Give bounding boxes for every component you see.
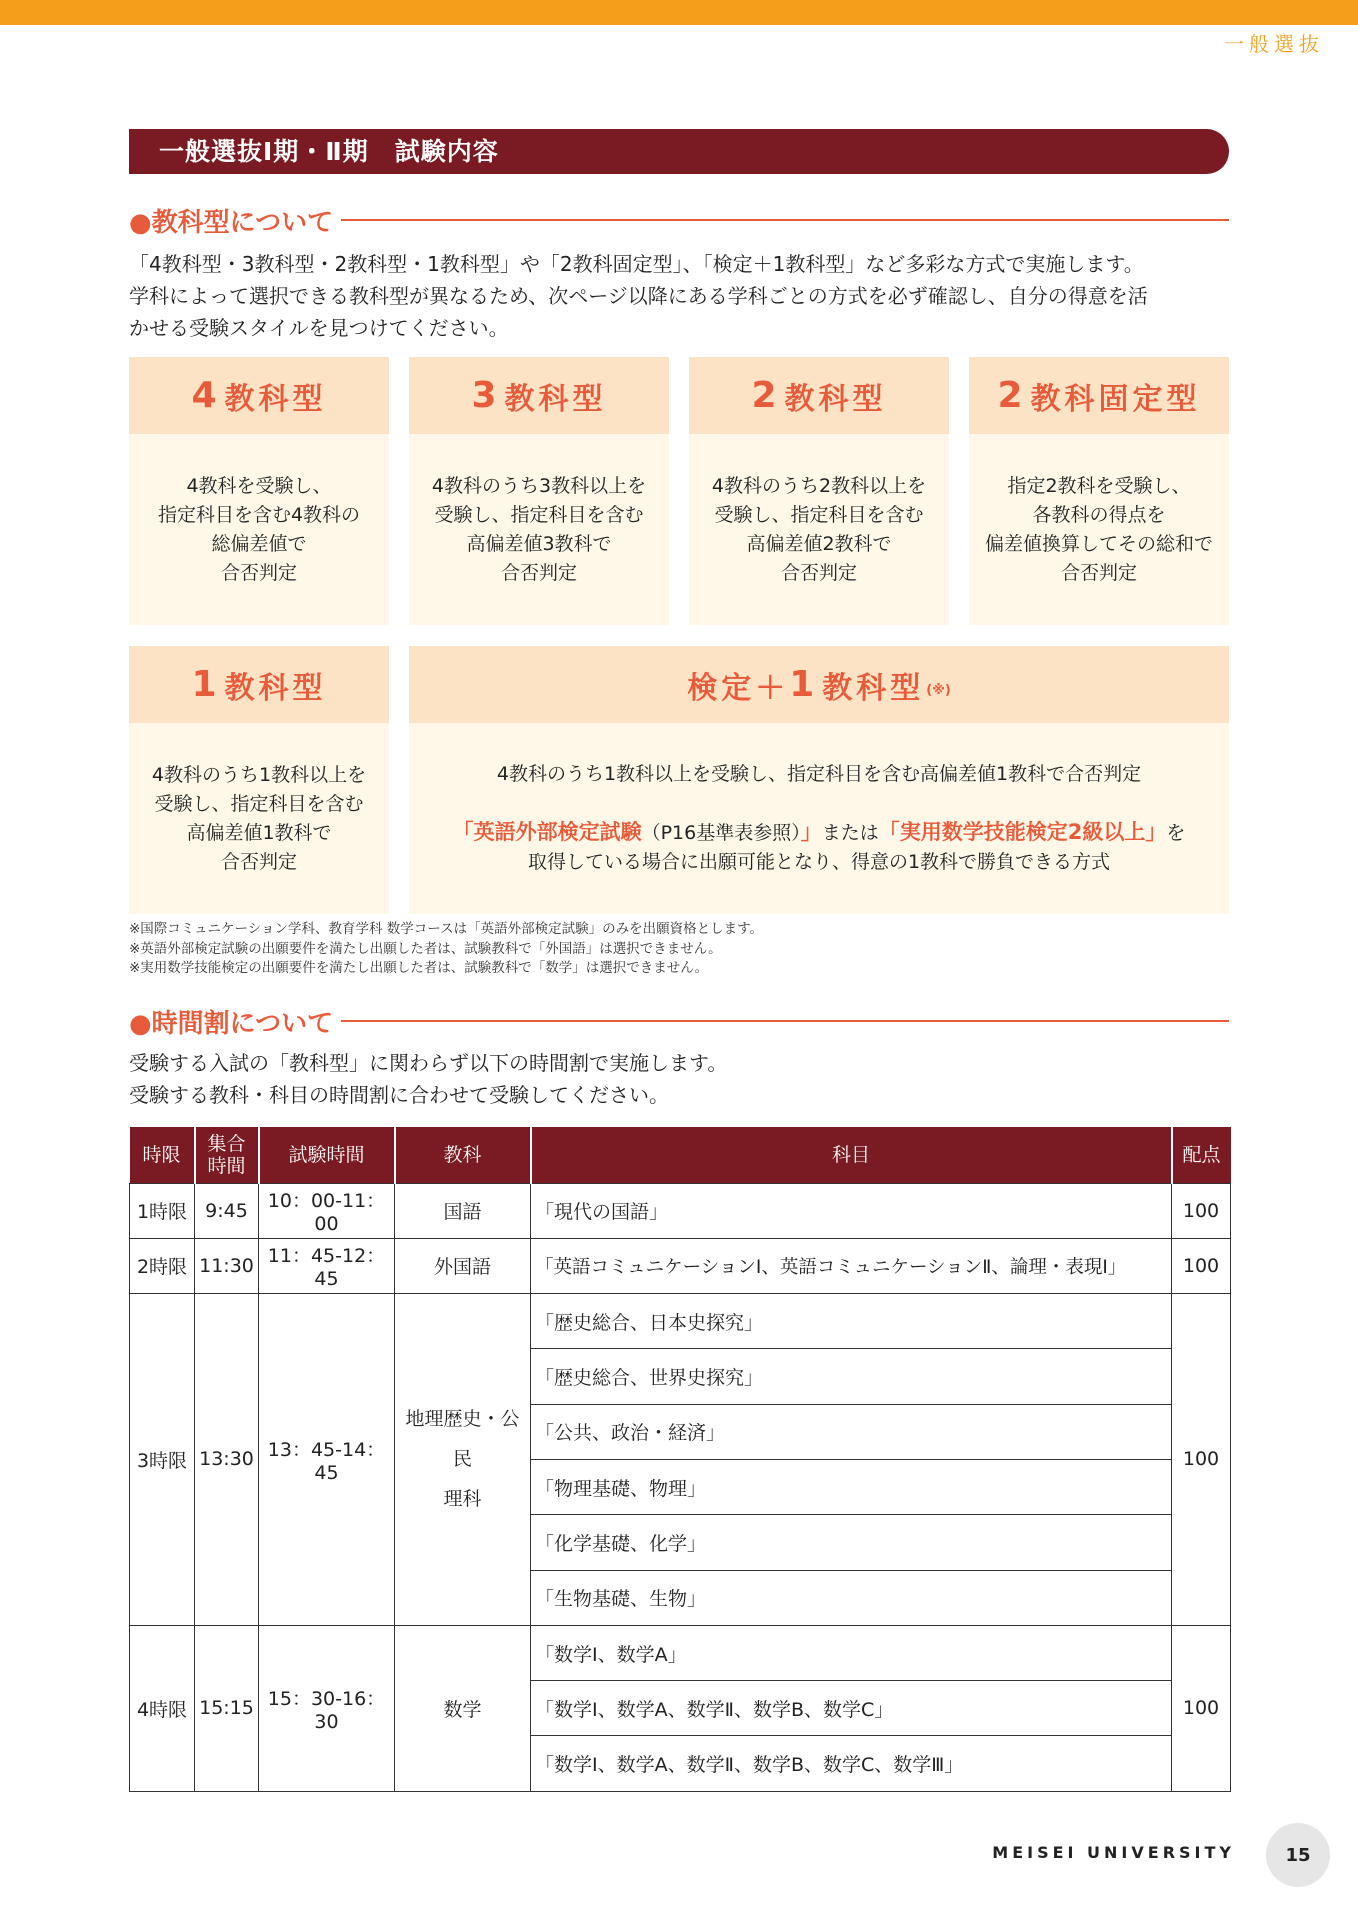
cell-subject: 「化学基礎、化学」 bbox=[531, 1515, 1172, 1570]
cell-area: 数学 bbox=[395, 1625, 531, 1791]
cell-area: 外国語 bbox=[395, 1238, 531, 1293]
card-prefix: 検定＋ bbox=[687, 670, 790, 706]
subject-type-heading bbox=[129, 202, 1229, 238]
footnotes bbox=[129, 920, 763, 979]
cell-period: 2時限 bbox=[130, 1238, 195, 1293]
desc-line: 4教科のうち1教科以上を受験し、指定科目を含む高偏差値1教科で合否判定 bbox=[496, 763, 1142, 785]
card-description: 指定2教科を受験し、 各教科の得点を 偏差値換算してその総和で 合否判定 bbox=[984, 474, 1213, 584]
page-title: 一般選抜Ⅰ期・Ⅱ期 試験内容 bbox=[129, 129, 1229, 174]
cell-subject: 「公共、政治・経済」 bbox=[531, 1404, 1172, 1459]
card-description: 4教科を受験し、 指定科目を含む4教科の 総偏差値で 合否判定 bbox=[157, 474, 361, 584]
heading-rule bbox=[341, 219, 1229, 221]
table-header-row bbox=[130, 1127, 1231, 1183]
header-assembly bbox=[195, 1127, 259, 1183]
card-certification-plus-1-subject bbox=[409, 646, 1229, 914]
card-1-subject bbox=[129, 646, 389, 914]
timetable-table bbox=[129, 1127, 1231, 1792]
card-note-mark: (※) bbox=[926, 683, 951, 698]
card-description bbox=[409, 723, 1229, 914]
cell-assembly: 15:15 bbox=[195, 1625, 259, 1791]
header-time: 試験時間 bbox=[259, 1127, 395, 1183]
cell-subject: 「数学Ⅰ、数学A」 bbox=[531, 1625, 1172, 1680]
card-label: 教科型 bbox=[784, 381, 887, 417]
card-3-subjects bbox=[409, 357, 669, 625]
header-subject-area: 教科 bbox=[395, 1127, 531, 1183]
highlight-math-test: 「実用数学技能検定2級以上」 bbox=[878, 820, 1167, 844]
table-row bbox=[130, 1238, 1231, 1293]
card-2-fixed-subjects bbox=[969, 357, 1229, 625]
cell-points: 100 bbox=[1172, 1183, 1231, 1238]
cell-subject: 「英語コミュニケーションⅠ、英語コミュニケーションⅡ、論理・表現Ⅰ」 bbox=[531, 1238, 1172, 1293]
header-points: 配点 bbox=[1172, 1127, 1231, 1183]
card-description: 4教科のうち1教科以上を 受験し、指定科目を含む 高偏差値1教科で 合否判定 bbox=[151, 763, 367, 873]
page-number: 15 bbox=[1266, 1823, 1330, 1887]
card-number: 2 bbox=[997, 375, 1027, 416]
cell-subject: 「現代の国語」 bbox=[531, 1183, 1172, 1238]
card-number: 2 bbox=[751, 375, 781, 416]
section-label: 一般選抜 bbox=[1224, 32, 1324, 56]
cell-time: 10：00-11：00 bbox=[259, 1183, 395, 1238]
card-label: 教科固定型 bbox=[1030, 381, 1201, 417]
cell-time: 15：30-16：30 bbox=[259, 1625, 395, 1791]
cell-subject: 「歴史総合、世界史探究」 bbox=[531, 1349, 1172, 1404]
card-label: 教科型 bbox=[224, 381, 327, 417]
footnote: ※実用数学技能検定の出願要件を満たし出願した者は、試験教科で「数学」は選択できません。 bbox=[129, 960, 709, 976]
header-subject: 科目 bbox=[531, 1127, 1172, 1183]
heading-rule bbox=[341, 1020, 1229, 1022]
subject-type-heading-text: ●教科型について bbox=[129, 207, 334, 238]
cell-points: 100 bbox=[1172, 1294, 1231, 1626]
table-row bbox=[130, 1625, 1231, 1680]
card-number: 1 bbox=[191, 664, 221, 705]
header-period: 時限 bbox=[130, 1127, 195, 1183]
card-2-subjects bbox=[689, 357, 949, 625]
cell-assembly: 9:45 bbox=[195, 1183, 259, 1238]
cell-points: 100 bbox=[1172, 1625, 1231, 1791]
table-row bbox=[130, 1294, 1231, 1349]
reference-note: （P16基準表参照） bbox=[641, 822, 801, 844]
cell-period: 1時限 bbox=[130, 1183, 195, 1238]
desc-line bbox=[453, 789, 1186, 848]
cell-subject: 「生物基礎、生物」 bbox=[531, 1570, 1172, 1625]
cell-assembly: 11:30 bbox=[195, 1238, 259, 1293]
cell-time: 11：45-12：45 bbox=[259, 1238, 395, 1293]
card-number: 4 bbox=[191, 375, 221, 416]
cell-area: 国語 bbox=[395, 1183, 531, 1238]
timetable-heading-text: ●時間割について bbox=[129, 1008, 334, 1039]
highlight-bracket: 」 bbox=[800, 820, 822, 844]
card-number: 3 bbox=[471, 375, 501, 416]
area-science: 理科 bbox=[443, 1488, 482, 1511]
intro-line: 「4教科型・3教科型・2教科型・1教科型」や「2教科固定型」、「検定＋1教科型」など多彩な方式で実施します。 bbox=[129, 252, 1144, 276]
footnote: ※英語外部検定試験の出願要件を満たし出願した者は、試験教科で「外国語」は選択できません。 bbox=[129, 940, 722, 957]
card-label: 教科型 bbox=[504, 381, 607, 417]
card-label: 教科型 bbox=[822, 670, 925, 706]
subject-type-intro bbox=[129, 248, 1239, 344]
desc-line: 取得している場合に出願可能となり、得意の1教科で勝負できる方式 bbox=[527, 851, 1111, 873]
cell-assembly: 13:30 bbox=[195, 1294, 259, 1626]
table-row bbox=[130, 1183, 1231, 1238]
card-number: 1 bbox=[789, 664, 819, 705]
timetable-intro bbox=[129, 1047, 1239, 1111]
card-4-subjects bbox=[129, 357, 389, 625]
particle: を bbox=[1166, 822, 1186, 844]
area-history-civics: 地理歴史・公民 bbox=[405, 1408, 520, 1471]
highlight-english-test: 「英語外部検定試験 bbox=[452, 820, 642, 844]
cell-subject: 「数学Ⅰ、数学A、数学Ⅱ、数学B、数学C」 bbox=[531, 1681, 1172, 1736]
cell-area bbox=[395, 1294, 531, 1626]
intro-line: 受験する教科・科目の時間割に合わせて受験してください。 bbox=[129, 1083, 669, 1107]
card-description: 4教科のうち2教科以上を 受験し、指定科目を含む 高偏差値2教科で 合否判定 bbox=[711, 474, 927, 584]
cell-period: 3時限 bbox=[130, 1294, 195, 1626]
card-label: 教科型 bbox=[224, 670, 327, 706]
cell-subject: 「数学Ⅰ、数学A、数学Ⅱ、数学B、数学C、数学Ⅲ」 bbox=[531, 1736, 1172, 1791]
intro-line: 受験する入試の「教科型」に関わらず以下の時間割で実施します。 bbox=[129, 1051, 728, 1075]
cell-subject: 「歴史総合、日本史探究」 bbox=[531, 1294, 1172, 1349]
card-head bbox=[409, 646, 1229, 723]
cell-subject: 「物理基礎、物理」 bbox=[531, 1459, 1172, 1514]
card-head bbox=[129, 357, 389, 434]
header-assembly-line: 時間 bbox=[207, 1154, 246, 1177]
cell-points: 100 bbox=[1172, 1238, 1231, 1293]
card-description: 4教科のうち3教科以上を 受験し、指定科目を含む 高偏差値3教科で 合否判定 bbox=[431, 474, 647, 584]
timetable-heading bbox=[129, 1003, 1229, 1039]
card-head bbox=[689, 357, 949, 434]
top-accent-bar bbox=[0, 0, 1358, 25]
university-name: MEISEI UNIVERSITY bbox=[992, 1843, 1235, 1862]
footnote: ※国際コミュニケーション学科、教育学科 数学コースは「英語外部検定試験」のみを出願資格とします。 bbox=[129, 921, 764, 937]
card-head bbox=[409, 357, 669, 434]
card-head bbox=[969, 357, 1229, 434]
header-assembly-line: 集合 bbox=[207, 1132, 246, 1155]
cell-area-stack bbox=[398, 1399, 527, 1519]
intro-line: かせる受験スタイルを見つけてください。 bbox=[129, 316, 509, 340]
card-head bbox=[129, 646, 389, 723]
cell-time: 13：45-14：45 bbox=[259, 1294, 395, 1626]
conjunction: または bbox=[821, 822, 879, 844]
cell-period: 4時限 bbox=[130, 1625, 195, 1791]
intro-line: 学科によって選択できる教科型が異なるため、次ページ以降にある学科ごとの方式を必ず確認し、自分の得意を活 bbox=[129, 284, 1148, 308]
